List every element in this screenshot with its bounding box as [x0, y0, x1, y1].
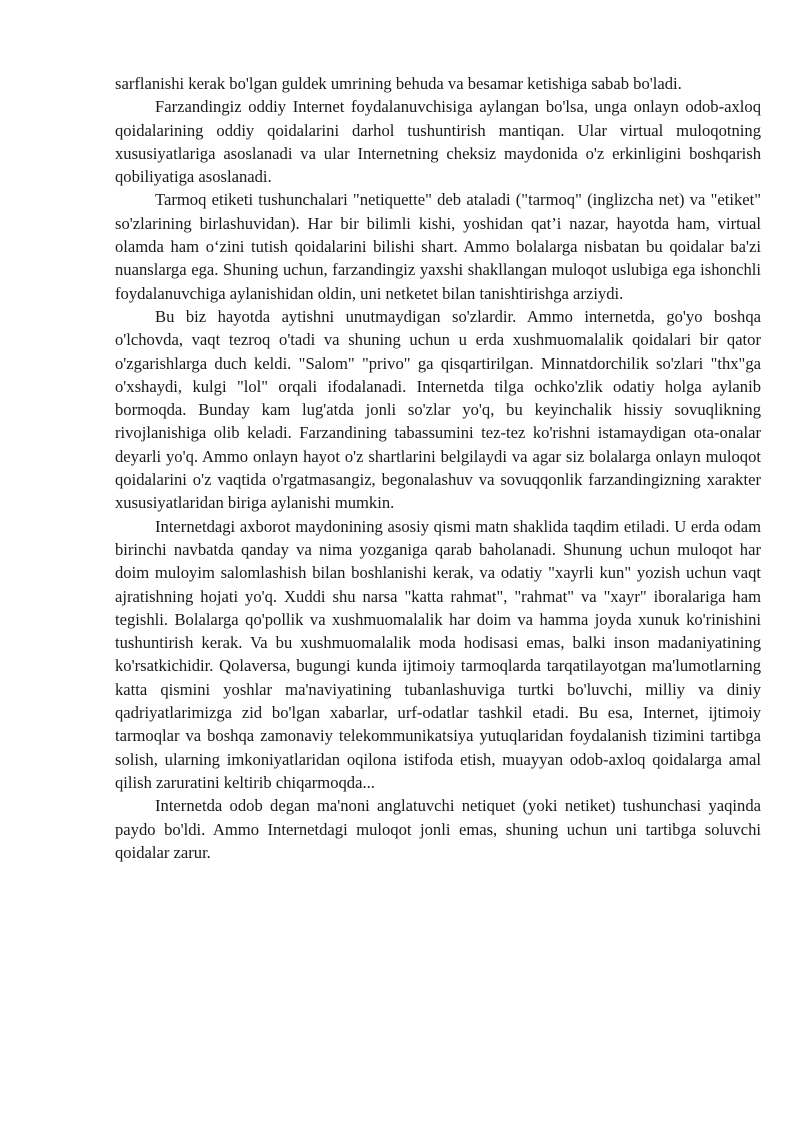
paragraph-netiquet-concept: Internetda odob degan ma'noni anglatuvchi netiquet (yoki netiket) tushunchasi yaqinda paydo bo'ldi. Ammo Internetdagi muloqot jonli emas, shuning uchun uni tartibga soluvchi qoidalar zarur.	[115, 796, 761, 862]
paragraph-continued: sarflanishi kerak bo'lgan guldek umrining behuda va besamar ketishiga sabab bo'ladi.	[115, 74, 682, 93]
paragraph-politeness-words: Bu biz hayotda aytishni unutmaydigan so'zlardir. Ammo internetda, go'yo boshqa o'lchovda, vaqt tezroq o'tadi va shuning uchun u erda xushmuomalalik qoidalari bir qator o'zgarishlarga duch keldi. "Salom" "privo" ga qisqartirilgan. Minnatdorchilik so'zlari "thx"ga o'xshaydi, kulgi "lol" orqali ifodalanadi. Internetda tilga ochko'zlik odatiy holga aylanib bormoqda. Bunday kam lug'atda jonli so'zlar yo'q, bu keyinchalik hissiy sovuqlikning rivojlanishiga olib keladi. Farzandining tabassumini tez-tez ko'rishni istamaydigan ota-onalar deyarli yo'q. Ammo onlayn hayot o'z shartlarini belgilaydi va agar siz bolalarga onlayn muloqot qoidalarini o'z vaqtida o'rgatmasangiz, begonalashuv va sovuqqonlik farzandingizning xarakter xususiyatlaridan biriga aylanishi mumkin.	[115, 306, 761, 513]
paragraph-netiquette-definition: Tarmoq etiketi tushunchalari "netiquette" deb ataladi ("tarmoq" (inglizcha net) va "etiket" so'zlarining birlashuvidan). Har bir bilimli kishi, yoshidan qat’i nazar, hayotda ham, virtual olamda ham o‘zini tutish qoidalarini bilishi shart. Ammo bolalarga nisbatan bu qoidalar ba'zi nuanslarga ega. Shuning uchun, farzandingiz yaxshi shakllangan muloqot uslubiga ega ishonchli foydalanuvchiga aylanishidan oldin, uni netketet bilan tanishtirishga arziydi.	[115, 190, 761, 303]
paragraph-online-etiquette-intro: Farzandingiz oddiy Internet foydalanuvchisiga aylangan bo'lsa, unga onlayn odob-axloq qoidalarining oddiy qoidalarini darhol tushuntirish mantiqan. Ular virtual muloqotning xususiyatlariga asoslanadi va ular Internetning cheksiz maydonida o'z erkinligini boshqarish qobiliyatiga asoslanadi.	[115, 97, 761, 187]
paragraph-text-communication: Internetdagi axborot maydonining asosiy qismi matn shaklida taqdim etiladi. U erda odam birinchi navbatda qanday va nima yozganiga qarab baholanadi. Shunung uchun muloqot har doim muloyim salomlashish bilan boshlanishi kerak, va odatiy "xayrli kun" yozish uchun vaqt ajratishning hojati yo'q. Xuddi shu narsa "katta rahmat", "rahmat" va "xayr" iboralariga ham tegishli. Bolalarga qo'pollik va xushmuomalalik har doim va hamma joyda xunuk ko'rinishini tushuntirish kerak. Va bu xushmuomalalik moda hodisasi emas, balki inson madaniyatining ko'rsatkichidir. Qolaversa, bugungi kunda ijtimoiy tarmoqlarda tarqatilayotgan ma'lumotlarning katta qismini yoshlar ma'naviyatining tubanlashuviga turtki bo'luvchi, milliy va diniy qadriyatlarimizga zid bo'lgan xabarlar, urf-odatlar tashkil etadi. Bu esa, Internet, ijtimoiy tarmoqlar va boshqa zamonaviy telekommunikatsiya yutuqlaridan foydalanish tizimini tartibga solish, ularning imkoniyatlaridan oqilona istifoda etish, muayyan odob-axloq qoidalarga amal qilish zaruratini keltirib chiqarmoqda...	[115, 516, 761, 792]
document-page	[115, 72, 761, 864]
